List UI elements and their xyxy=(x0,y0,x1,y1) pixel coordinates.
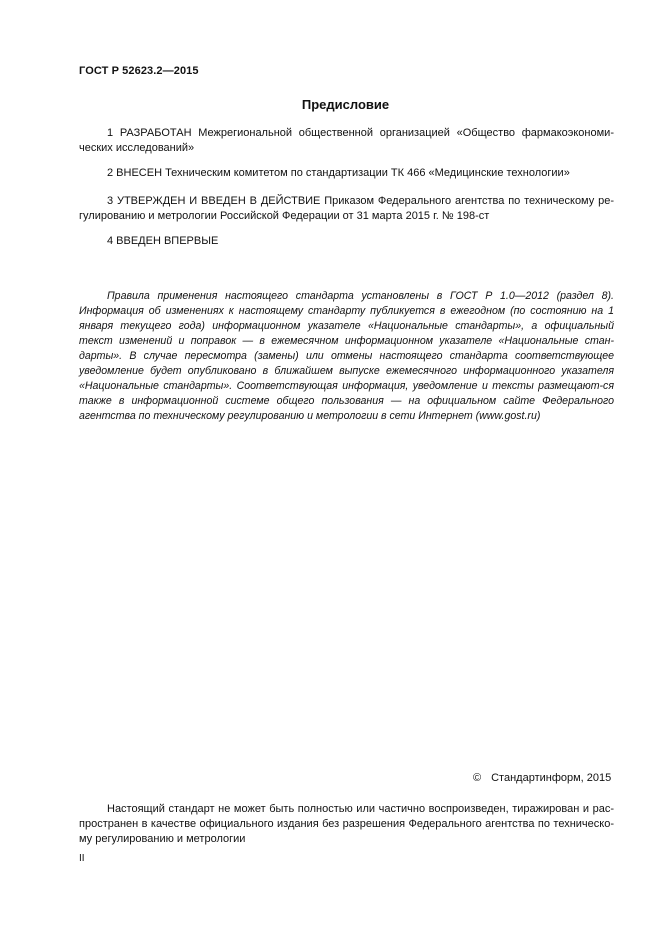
foreword-item-3 xyxy=(79,194,614,224)
foreword-item-2 xyxy=(79,166,614,181)
foreword-item-text: 4 ВВЕДЕН ВПЕРВЫЕ xyxy=(107,235,219,247)
legal-notice xyxy=(79,802,614,847)
legal-notice-text: Настоящий стандарт не может быть полностью или частично воспроизведен, тиражирован и рас-пространен в качестве официального издания без разрешения Федерального агентства по техническо-му регулированию и метрологии xyxy=(79,803,614,845)
copyright-line xyxy=(473,772,611,784)
note-text: Правила применения настоящего стандарта установлены в ГОСТ Р 1.0—2012 (раздел 8). Информация об изменениях к настоящему стандарту публикуется в ежегодном (по состоянию на 1 января текущего года) информационном указателе «Национальные стандарты», а официальный текст изменений и поправок — в ежемесячном информационном указателе «Национальные стан-дарты». В случае пересмотра (замены) или отмены настоящего стандарта соответствующее уведомление будет опубликовано в ближайшем выпуске ежемесячного информационного указателя «Национальные стандарты». Соответствующая информация, уведомление и тексты размещают-ся также в информационной системе общего пользования — на официальном сайте Федерального агентства по техническому регулированию и метрологии в сети Интернет (www.gost.ru) xyxy=(79,290,614,422)
copyright-text: Стандартинформ, 2015 xyxy=(491,772,612,784)
foreword-item-text: 1 РАЗРАБОТАН Межрегиональной общественной организацией «Общество фармакоэкономи-ческих исследований» xyxy=(79,127,614,154)
application-rules-note xyxy=(79,289,614,424)
document-id-header: ГОСТ Р 52623.2—2015 xyxy=(79,65,199,77)
copyright-icon: © xyxy=(473,772,482,784)
page-title: Предисловие xyxy=(301,97,390,112)
foreword-item-text: 3 УТВЕРЖДЕН И ВВЕДЕН В ДЕЙСТВИЕ Приказом Федерального агентства по техническому ре-гулированию и метрологии Российской Федерации от 31 марта 2015 г. № 198-ст xyxy=(79,195,614,222)
foreword-item-1 xyxy=(79,126,614,156)
foreword-item-4 xyxy=(79,234,614,249)
page-number: II xyxy=(79,853,85,864)
foreword-item-text: 2 ВНЕСЕН Техническим комитетом по стандартизации ТК 466 «Медицинские технологии» xyxy=(107,167,570,179)
